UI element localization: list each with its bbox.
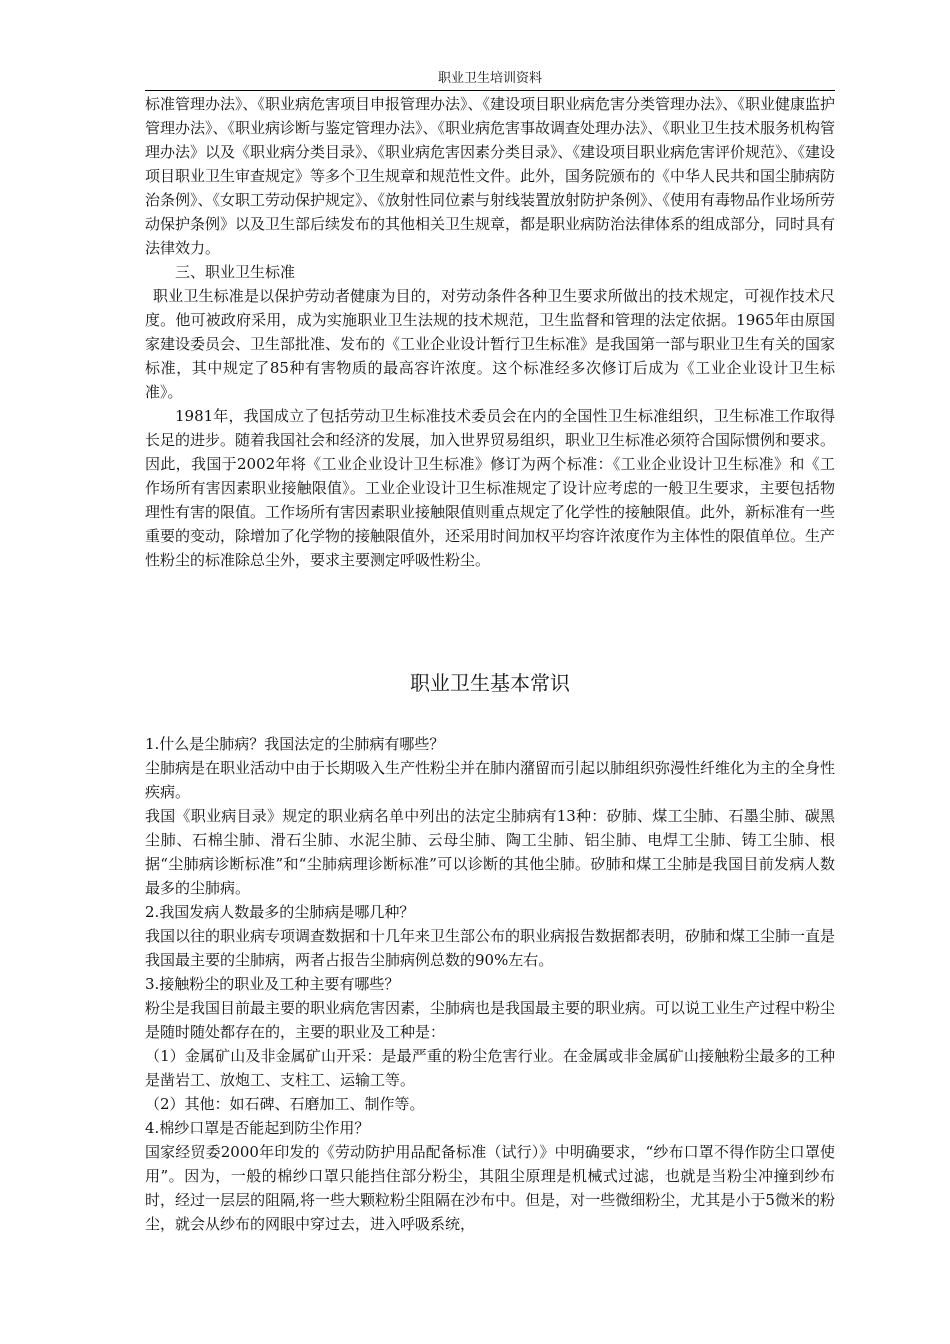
question-1: 1.什么是尘肺病？我国法定的尘肺病有哪些？ [145, 735, 445, 753]
answer-3-item-1: （1）金属矿山及非金属矿山开采：是最严重的粉尘危害行业。在金属或非金属矿山接触粉尘最多的工种是凿岩工、放炮工、支柱工、运输工等。 [145, 1047, 835, 1089]
question-2: 2.我国发病人数最多的尘肺病是哪几种？ [145, 903, 415, 921]
paragraph-standards-history: 1981年，我国成立了包括劳动卫生标准技术委员会在内的全国性卫生标准组织，卫生标准工作取得长足的进步。随着我国社会和经济的发展，加入世界贸易组织，职业卫生标准必须符合国际惯例和要求。因此，我国于2002年将《工业企业设计卫生标准》修订为两个标准：《工业企业设计卫生标准》和《工作场所有害因素职业接触限值》。工业企业设计卫生标准规定了设计应考虑的一般卫生要求，主要包括物理性有害的限值。工作场所有害因素职业接触限值则重点规定了化学性的接触限值。此外，新标准有一些重要的变动，除增加了化学物的接触限值外，还采用时间加权平均容许浓度作为主体性的限值单位。生产性粉尘的标准除总尘外，要求主要测定呼吸性粉尘。 [145, 407, 836, 569]
section-regulations [145, 92, 835, 572]
answer-1b: 我国《职业病目录》规定的职业病名单中列出的法定尘肺病有13种：矽肺、煤工尘肺、石墨尘肺、碳黑尘肺、石棉尘肺、滑石尘肺、水泥尘肺、云母尘肺、陶工尘肺、铝尘肺、电焊工尘肺、铸工尘肺、根据“尘肺病诊断标准”和“尘肺病理诊断标准”可以诊断的其他尘肺。矽肺和煤工尘肺是我国目前发病人数最多的尘肺病。 [145, 807, 835, 897]
answer-1a: 尘肺病是在职业活动中由于长期吸入生产性粉尘并在肺内潴留而引起以肺组织弥漫性纤维化为主的全身性疾病。 [145, 759, 836, 801]
paragraph-standards-intro: 职业卫生标准是以保护劳动者健康为目的，对劳动条件各种卫生要求所做出的技术规定，可视作技术尺度。他可被政府采用，成为实施职业卫生法规的技术规范，卫生监督和管理的法定依据。1965年由原国家建设委员会、卫生部批准、发布的《工业企业设计暂行卫生标准》是我国第一部与职业卫生有关的国家标准，其中规定了85种有害物质的最高容许浓度。这个标准经多次修订后成为《工业企业设计卫生标准》。 [145, 287, 836, 401]
question-3: 3.接触粉尘的职业及工种主要有哪些？ [145, 975, 400, 993]
answer-3: 粉尘是我国目前最主要的职业病危害因素，尘肺病也是我国最主要的职业病。可以说工业生产过程中粉尘是随时随处都存在的，主要的职业及工种是： [145, 999, 836, 1041]
section-heading: 三、职业卫生标准 [175, 263, 296, 281]
answer-2: 我国以往的职业病专项调查数据和十几年来卫生部公布的职业病报告数据都表明，矽肺和煤工尘肺一直是我国最主要的尘肺病，两者占报告尘肺病例总数的90%左右。 [145, 927, 836, 969]
document-title: 职业卫生基本常识 [410, 671, 570, 695]
section-basic-knowledge [145, 732, 835, 1236]
paragraph-regulations-continued: 标准管理办法》、《职业病危害项目申报管理办法》、《建设项目职业病危害分类管理办法》、《职业健康监护管理办法》、《职业病诊断与鉴定管理办法》、《职业病危害事故调查处理办法》、《职业卫生技术服务机构管理办法》以及《职业病分类目录》、《职业病危害因素分类目录》、《建设项目职业病危害评价规范》、《建设项目职业卫生审查规定》等多个卫生规章和规范性文件。此外，国务院颁布的《中华人民共和国尘肺病防治条例》、《女职工劳动保护规定》、《放射性同位素与射线装置放射防护条例》、《使用有毒物品作业场所劳动保护条例》以及卫生部后续发布的其他相关卫生规章，都是职业病防治法律体系的组成部分，同时具有法律效力。 [145, 95, 836, 257]
answer-3-item-2: （2）其他：如石碑、石磨加工、制作等。 [145, 1095, 425, 1113]
page-header: 职业卫生培训资料 [145, 70, 835, 91]
question-4: 4.棉纱口罩是否能起到防尘作用？ [145, 1119, 370, 1137]
answer-4: 国家经贸委2000年印发的《劳动防护用品配备标准（试行）》中明确要求，“纱布口罩不得作防尘口罩使用”。因为，一般的棉纱口罩只能挡住部分粉尘，其阻尘原理是机械式过滤，也就是当粉尘冲撞到纱布时，经过一层层的阻隔,将一些大颗粒粉尘阻隔在沙布中。但是，对一些微细粉尘，尤其是小于5微米的粉尘，就会从纱布的网眼中穿过去，进入呼吸系统， [145, 1143, 835, 1233]
